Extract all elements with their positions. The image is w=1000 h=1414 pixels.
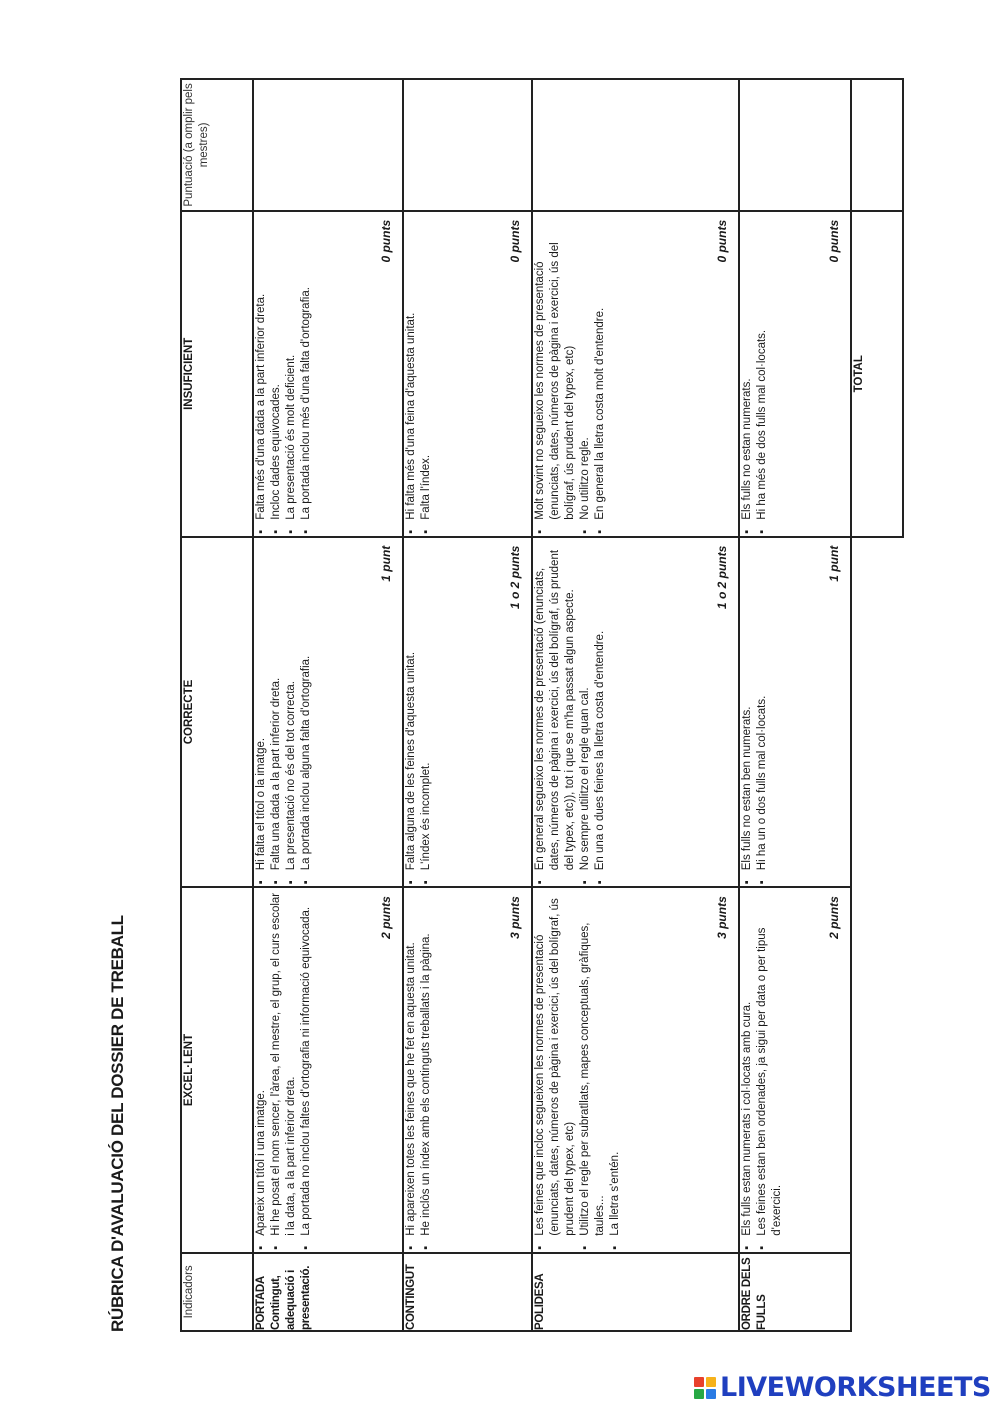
- criterion-item: ▪ La presentació no és del tot correcta.: [284, 538, 299, 871]
- points-label: 3 punts: [715, 896, 729, 939]
- criterion-item: ▪ Falta l'índex.: [419, 212, 434, 520]
- criterion-item: ▪ Hi falta el títol o la imatge.: [254, 538, 269, 871]
- criterion-item: ▪ Hi he posat el nom sencer, l'àrea, el mestre, el grup, el curs escolar i la data, a la part inferior dreta.: [269, 888, 299, 1236]
- cell-ordre-insuficient: [739, 211, 851, 537]
- rubric-row-contingut: [403, 79, 532, 1331]
- points-label: 0 punts: [379, 219, 393, 263]
- cell-polidesa-excellent: [532, 887, 739, 1253]
- score-input-total[interactable]: [851, 79, 903, 211]
- liveworksheets-logo: [694, 1372, 991, 1403]
- criterion-item: ▪ La lletra s'entén.: [608, 888, 623, 1236]
- points-label: 1 punt: [827, 545, 841, 582]
- cell-polidesa-correcte: [532, 537, 739, 888]
- cell-portada-correcte: [253, 537, 403, 888]
- criterion-item: ▪ La portada inclou alguna falta d'ortografia.: [299, 538, 314, 871]
- criterion-item: ▪ La portada no inclou faltes d'ortografia ni informació equivocada.: [299, 888, 314, 1236]
- rubric-row-polidesa: [532, 79, 739, 1331]
- criterion-item: ▪ Incloc dades equivocades.: [269, 212, 284, 520]
- cell-polidesa-insuficient: [532, 211, 739, 537]
- score-input-portada[interactable]: [253, 79, 403, 211]
- points-label: 3 punts: [508, 896, 522, 939]
- criterion-item: ▪ No utilitzo regle.: [578, 212, 593, 520]
- points-label: 2 punts: [827, 896, 841, 939]
- header-row: [181, 79, 253, 1331]
- criterion-item: ▪ Molt sovint no segueixo les normes de presentació (enunciats, dates, números de pàgina i exercici, ús del bolígraf, ús prudent del typex, etc): [533, 212, 578, 520]
- criterion-item: ▪ Les feines estan ben ordenades, ja sigui per data o per tipus d'exercici.: [755, 888, 785, 1236]
- criterion-item: ▪ En general segueixo les normes de presentació (enunciats, dates, números de pàgina i exercici, ús del bolígraf, ús prudent del typex, etc)), tot i que se m'ha passat algun aspecte.: [533, 538, 578, 871]
- points-label: 0 punts: [508, 219, 522, 263]
- total-row: [851, 79, 903, 1331]
- criterion-item: ▪ Hi falta més d'una feina d'aquesta unitat.: [404, 212, 419, 520]
- criterion-item: ▪ Utilitzo el regle per subratllats, mapes conceptuals, gràfiques, taules...: [578, 888, 608, 1236]
- points-label: 1 o 2 punts: [508, 545, 522, 610]
- liveworksheets-logo-text: LIVEWORKSHEETS: [720, 1372, 991, 1403]
- criterion-item: ▪ Els fulls no estan ben numerats.: [740, 538, 755, 871]
- liveworksheets-logo-icon: [694, 1377, 716, 1399]
- criterion-item: ▪ La presentació és molt deficient.: [284, 212, 299, 520]
- indicator-ordre: ORDRE DELS FULLS: [739, 1253, 851, 1331]
- header-excellent: EXCEL·LENT: [181, 887, 253, 1253]
- criterion-item: ▪ L'índex és incomplet.: [419, 538, 434, 871]
- points-label: 1 o 2 punts: [715, 545, 729, 610]
- indicator-polidesa: POLIDESA: [532, 1253, 739, 1331]
- indicator-contingut: CONTINGUT: [403, 1253, 532, 1331]
- criterion-item: ▪ He inclòs un índex amb els continguts treballats i la pàgina.: [419, 888, 434, 1236]
- cell-contingut-correcte: [403, 537, 532, 888]
- points-label: 0 punts: [715, 219, 729, 263]
- header-indicadors: Indicadors: [181, 1253, 253, 1331]
- header-puntuacio: Puntuació (a omplir pels mestres): [181, 79, 253, 211]
- cell-portada-excellent: [253, 887, 403, 1253]
- header-correcte: CORRECTE: [181, 537, 253, 888]
- criterion-item: ▪ Les feines que incloc segueixen les normes de presentació (enunciats, dates, números de pàgina i exercici, ús del bolígraf, ús prudent del typex, etc): [533, 888, 578, 1236]
- criterion-item: ▪ Hi apareixen totes les feines que he fet en aquesta unitat.: [404, 888, 419, 1236]
- criterion-item: ▪ En general la lletra costa molt d'entendre.: [593, 212, 608, 520]
- document-title: RÚBRICA D'AVALUACIÓ DEL DOSSIER DE TREBALL: [108, 915, 127, 1332]
- rubric-row-portada: [253, 79, 403, 1331]
- cell-ordre-excellent: [739, 887, 851, 1253]
- cell-contingut-excellent: [403, 887, 532, 1253]
- points-label: 0 punts: [827, 219, 841, 263]
- rubric-table: [180, 78, 904, 1332]
- criterion-item: ▪ No sempre utilitzo el regle quan cal.: [578, 538, 593, 871]
- criterion-item: ▪ En una o dues feines la lletra costa d'entendre.: [593, 538, 608, 871]
- criterion-item: ▪ Apareix un títol i una imatge.: [254, 888, 269, 1236]
- total-label: TOTAL: [851, 211, 903, 537]
- criterion-item: ▪ Falta més d'una dada a la part inferior dreta.: [254, 212, 269, 520]
- cell-portada-insuficient: [253, 211, 403, 537]
- criterion-item: ▪ Hi ha un o dos fulls mal col·locats.: [755, 538, 770, 871]
- criterion-item: ▪ Hi ha més de dos fulls mal col·locats.: [755, 212, 770, 520]
- cell-ordre-correcte: [739, 537, 851, 888]
- score-input-contingut[interactable]: [403, 79, 532, 211]
- criterion-item: ▪ Els fulls estan numerats i col·locats amb cura.: [740, 888, 755, 1236]
- rubric-row-ordre: [739, 79, 851, 1331]
- score-input-ordre[interactable]: [739, 79, 851, 211]
- points-label: 2 punts: [379, 896, 393, 939]
- criterion-item: ▪ Els fulls no estan numerats.: [740, 212, 755, 520]
- indicator-portada: PORTADA Contingut, adequació i presentació.: [253, 1253, 403, 1331]
- criterion-item: ▪ La portada inclou més d'una falta d'ortografia.: [299, 212, 314, 520]
- score-input-polidesa[interactable]: [532, 79, 739, 211]
- criterion-item: ▪ Falta alguna de les feines d'aquesta unitat.: [404, 538, 419, 871]
- points-label: 1 punt: [379, 545, 393, 582]
- criterion-item: ▪ Falta una dada a la part inferior dreta.: [269, 538, 284, 871]
- header-insuficient: INSUFICIENT: [181, 211, 253, 537]
- cell-contingut-insuficient: [403, 211, 532, 537]
